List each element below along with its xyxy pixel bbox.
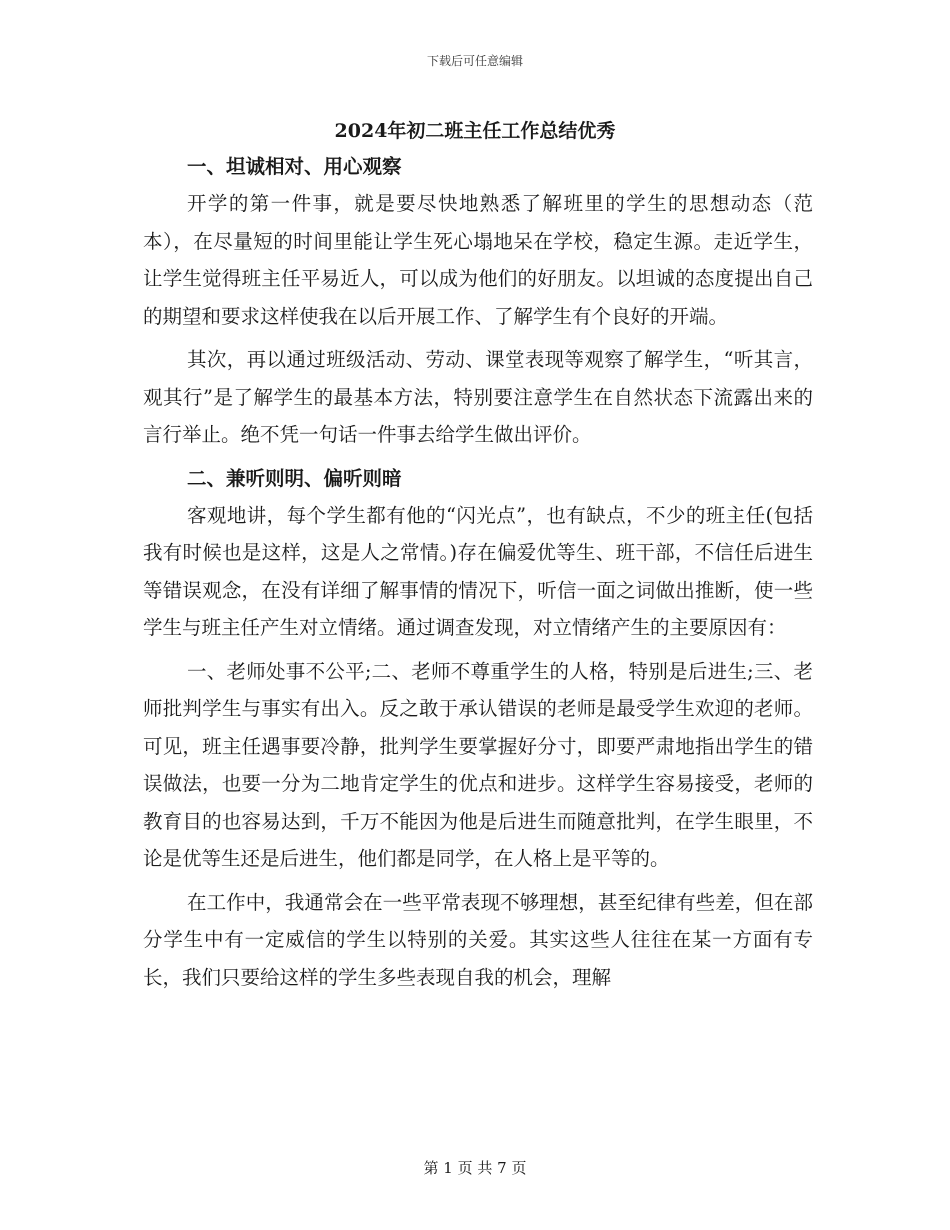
section-2 xyxy=(143,460,813,997)
document-title: 2024年初二班主任工作总结优秀 xyxy=(334,120,616,142)
document-body xyxy=(143,148,813,1002)
paragraph: 开学的第一件事，就是要尽快地熟悉了解班里的学生的思想动态（范本），在尽量短的时间里能让学生死心塌地呆在学校，稳定生源。走近学生，让学生觉得班主任平易近人，可以成为他们的好朋友。以坦诚的态度提出自己的期望和要求这样使我在以后开展工作、了解学生有个良好的开端。 xyxy=(143,192,813,328)
section-heading: 一、坦诚相对、用心观察 xyxy=(187,155,402,178)
section-heading: 二、兼听则明、偏听则暗 xyxy=(187,466,402,490)
page-header-note: 下载后可任意编辑 xyxy=(426,54,523,68)
paragraph: 在工作中，我通常会在一些平常表现不够理想，甚至纪律有些差，但在部分学生中有一定威信的学生以特别的关爱。其实这些人往往在某一方面有专长，我们只要给这样的学生多些表现自我的机会，理解 xyxy=(143,890,813,989)
paragraph: 一、老师处事不公平;二、老师不尊重学生的人格，特别是后进生;三、老师批判学生与事实有出入。反之敢于承认错误的老师是最受学生欢迎的老师。可见，班主任遇事要冷静，批判学生要掌握好分寸，即要严肃地指出学生的错误做法，也要一分为二地肯定学生的优点和进步。这样学生容易接受，老师的教育目的也容易达到，千万不能因为他是后进生而随意批判，在学生眼里，不论是优等生还是后进生，他们都是同学，在人格上是平等的。 xyxy=(143,659,813,870)
section-1 xyxy=(143,148,813,454)
paragraph: 其次，再以通过班级活动、劳动、课堂表现等观察了解学生，“听其言，观其行”是了解学生的最基本方法，特别要注意学生在自然状态下流露出来的言行举止。绝不凭一句话一件事去给学生做出评价。 xyxy=(143,348,813,446)
paragraph: 客观地讲，每个学生都有他的“闪光点”，也有缺点，不少的班主任(包括我有时候也是这样，这是人之常情。)存在偏爱优等生、班干部，不信任后进生等错误观念，在没有详细了解事情的情况下，听信一面之词做出推断，使一些学生与班主任产生对立情绪。通过调查发现，对立情绪产生的主要原因有： xyxy=(143,503,813,639)
page-number: 第 1 页 共 7 页 xyxy=(423,1159,527,1177)
